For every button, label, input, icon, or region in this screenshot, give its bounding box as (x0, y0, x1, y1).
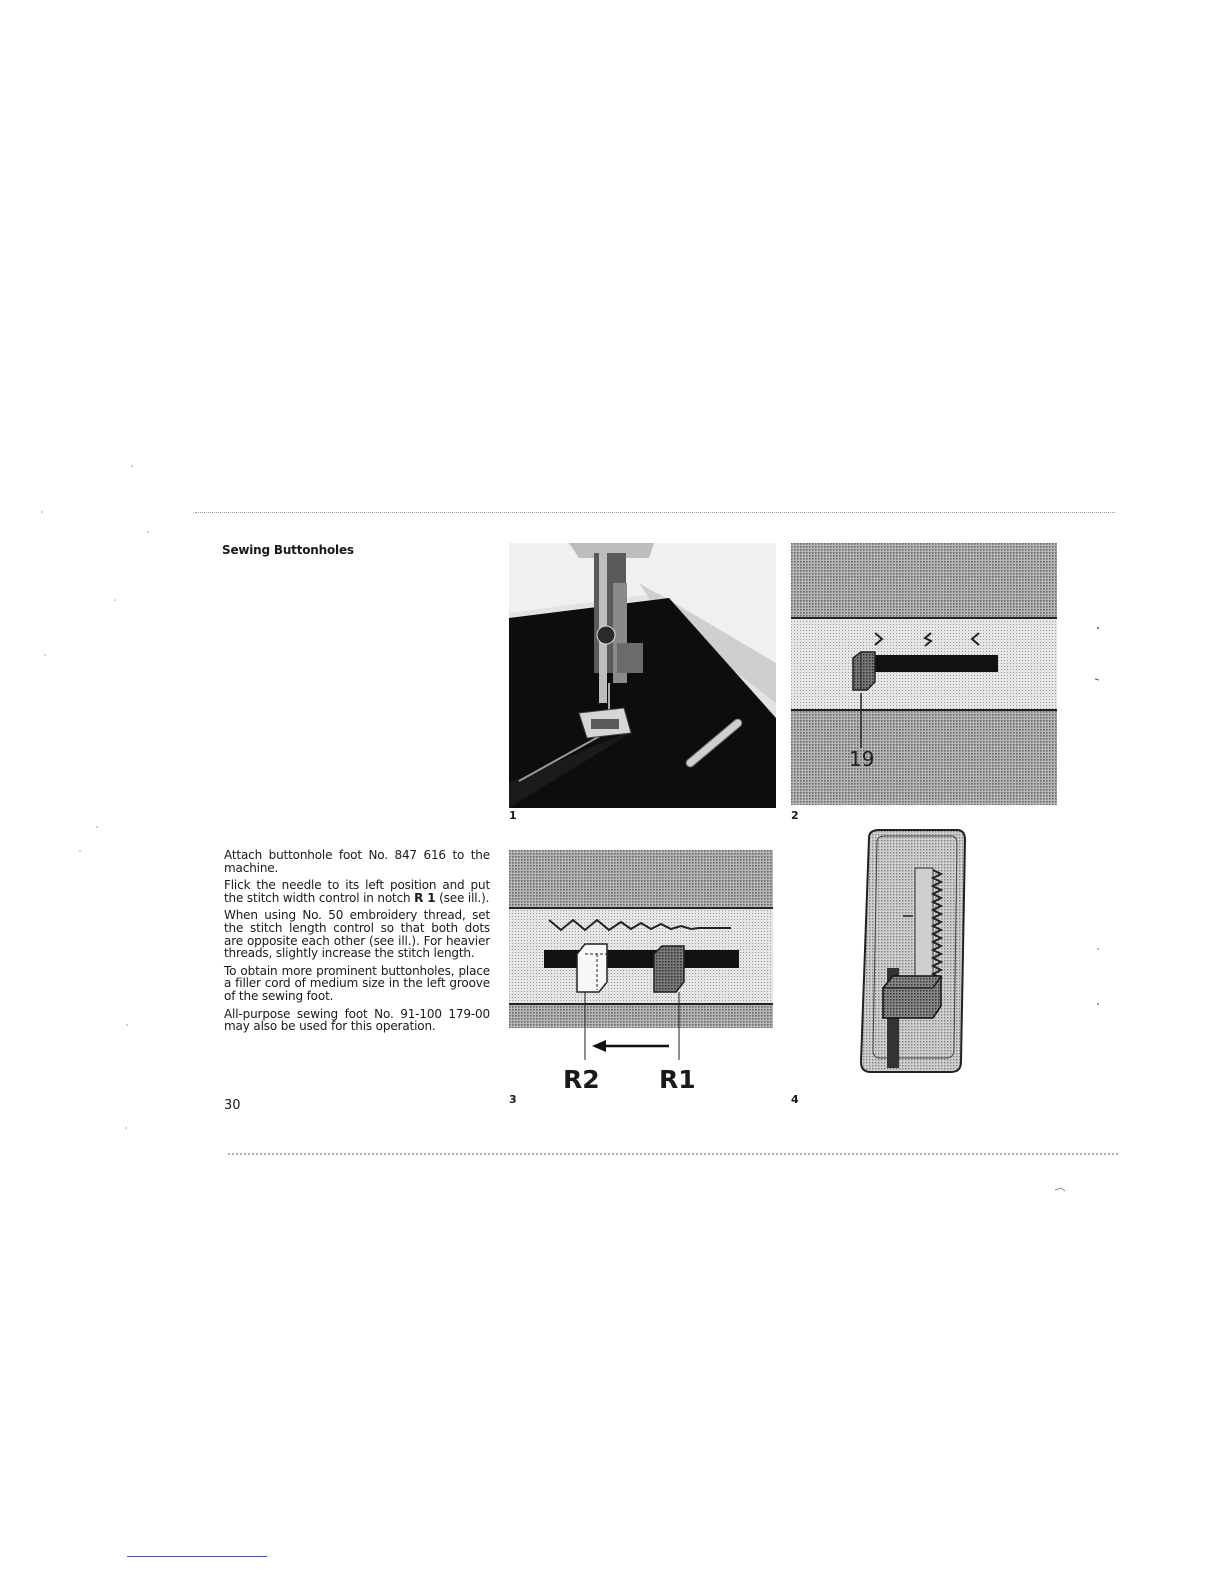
instruction-needle-position: Flick the needle to its left position and put the stitch width control in notch R 1 (see ill.). (224, 878, 490, 905)
instructions (224, 849, 490, 1038)
instruction-alt-foot: All-purpose sewing foot No. 91-100 179-00 may also be used for this operation. (224, 1006, 490, 1034)
figure-4-label: 4 (791, 1093, 799, 1106)
bottom-rule (228, 1153, 1118, 1155)
figure-2-label: 2 (791, 809, 799, 822)
instruction-stitch-length: When using No. 50 embroidery thread, set the stitch length control so that both dots are opposite each other (see ill.). For heavier threads, slightly increase the stitch length. (224, 908, 490, 961)
figure-1-label: 1 (509, 809, 517, 822)
figure-3-notch-r2: R2 (563, 1065, 600, 1094)
top-rule (195, 512, 1115, 513)
instruction-attach-foot: Attach buttonhole foot No. 847 616 to the machine. (224, 848, 490, 875)
figure-4-stitch-length-control (857, 828, 967, 1074)
figure-3-notch-change (509, 850, 773, 1095)
figure-1-sewing-foot-photo (509, 543, 776, 808)
instruction-filler-cord: To obtain more prominent buttonholes, place a filler cord of medium size in the left groove of the sewing foot. (224, 963, 490, 1003)
figure-2-stitch-width-control (791, 543, 1057, 805)
figure-3-label: 3 (509, 1093, 517, 1106)
figure-3-notch-r1: R1 (659, 1065, 696, 1094)
page-title: Sewing Buttonholes (222, 543, 354, 557)
figure-2-control-number: 19 (849, 747, 875, 771)
page-number: 30 (224, 1098, 241, 1113)
footer-underline (127, 1556, 267, 1557)
